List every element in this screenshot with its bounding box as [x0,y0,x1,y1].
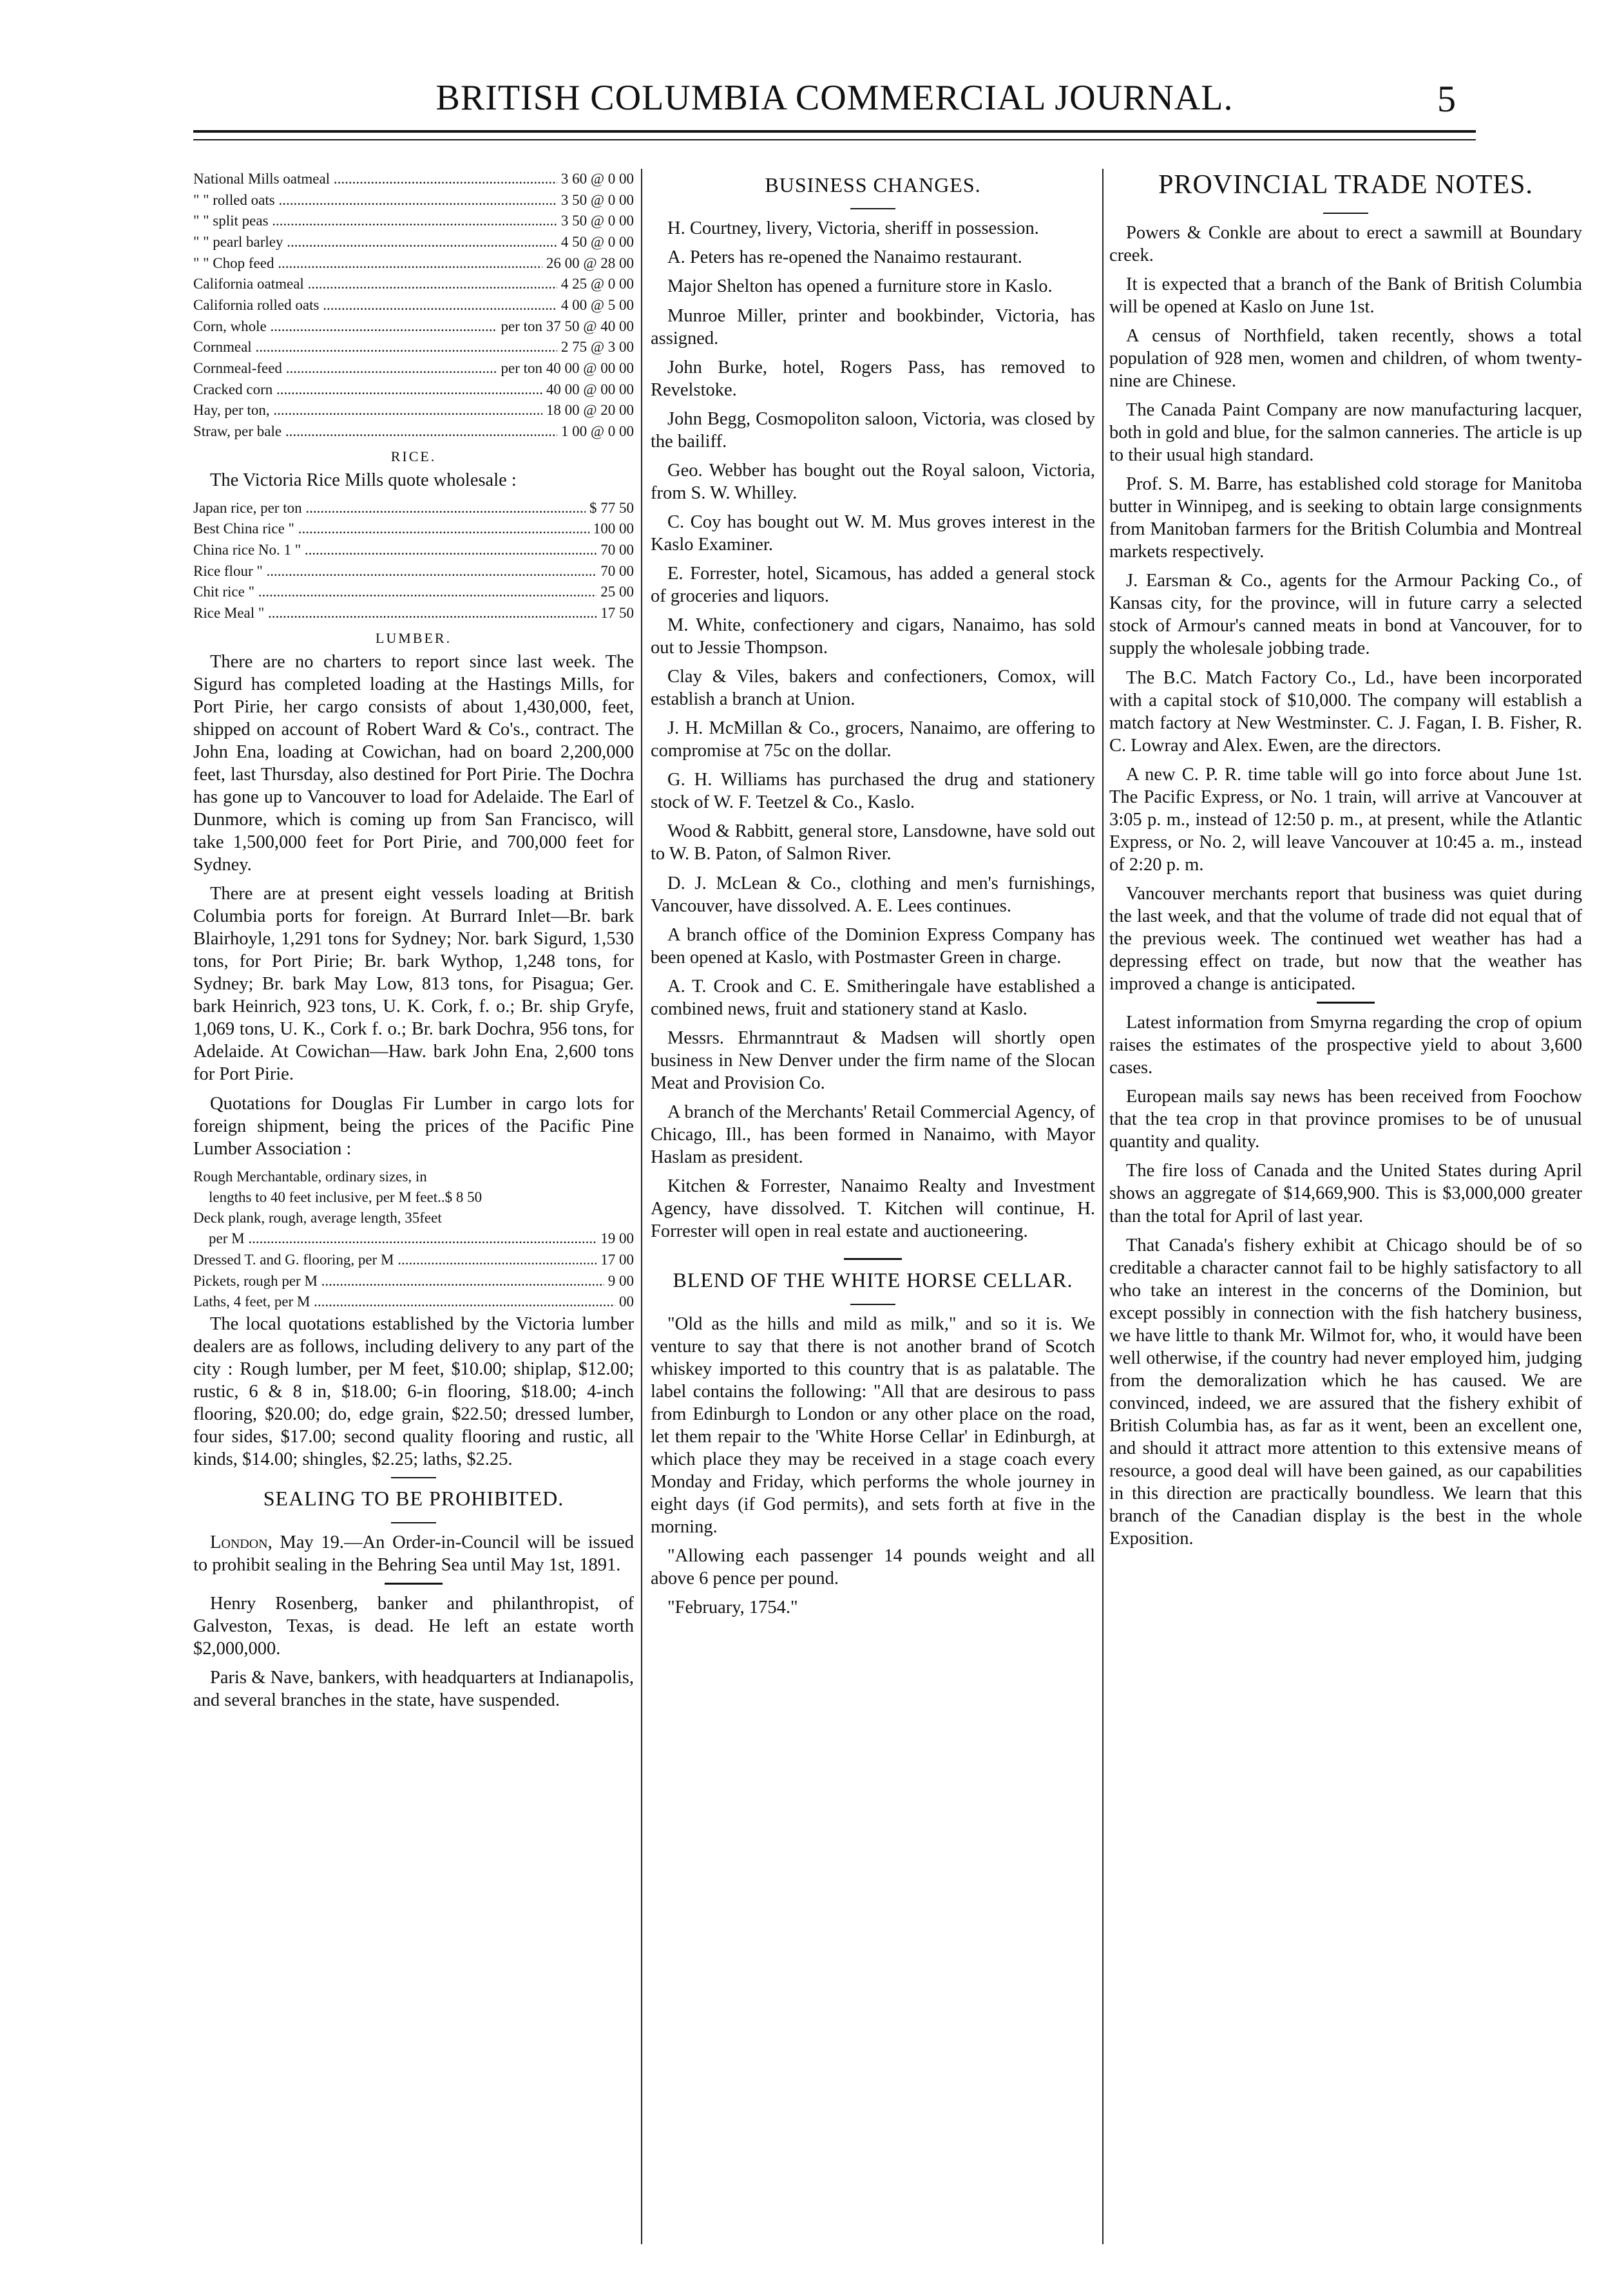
news-item: John Begg, Cosmopoliton saloon, Victoria, was closed by the bailiff. [651,408,1095,452]
price-row: Laths, 4 feet, per M ..... 00 [193,1292,634,1313]
news-item: Clay & Viles, bakers and confectioners, Comox, will establish a branch at Union. [651,667,1095,710]
news-item: Prof. S. M. Barre, has established cold storage for Manitoba butter in Winnipeg, and is seeking to obtain large consignments from Manitoban farmers for the British Columbia and Montreal markets respectively. [1109,474,1582,562]
news-paragraph: Henry Rosenberg, banker and philanthropist, of Galveston, Texas, is dead. He left an estate worth $2,000,000. [193,1593,634,1659]
news-item: Powers & Conkle are about to erect a sawmill at Boundary creek. [1109,222,1582,265]
news-item: M. White, confectionery and cigars, Nanaimo, has sold out to Jessie Thompson. [651,615,1095,658]
price-row: California rolled oats ..... 4 00 @ 5 00 [193,295,634,316]
news-item: Munroe Miller, printer and bookbinder, Victoria, has assigned. [651,305,1095,348]
news-item: A branch office of the Dominion Express Company has been opened at Kaslo, with Postmaster Green in charge. [651,924,1095,968]
news-item: C. Coy has bought out W. M. Mus groves interest in the Kaslo Examiner. [651,511,1095,555]
blend-paragraph: "February, 1754." [667,1598,798,1618]
blend-paragraph: "Allowing each passenger 14 pounds weight and all above 6 pence per pound. [651,1546,1095,1589]
section-separator [391,1522,436,1523]
page-number: 5 [1437,78,1457,120]
blend-heading: BLEND OF THE WHITE HORSE CELLAR. [673,1268,1073,1292]
lumber-line: Deck plank, rough, average length, 35feet [193,1210,442,1226]
lumber-paragraph: Quotations for Douglas Fir Lumber in cargo lots for foreign shipment, being the prices of the Pacific Pine Lumber Association : [193,1093,634,1159]
business-changes-heading: BUSINESS CHANGES. [765,173,981,196]
section-separator [1317,1002,1375,1004]
news-item: The B.C. Match Factory Co., Ld., have been incorporated with a capital stock of $10,000. The company will establish a match factory at New Westminster. C. J. Fagan, I. B. Fisher, R. C. Lowray and Alex. Ewen, are the directors. [1109,667,1582,756]
news-item: It is expected that a branch of the Bank of British Columbia will be opened at Kaslo on June 1st. [1109,274,1582,317]
news-item: J. Earsman & Co., agents for the Armour Packing Co., of Kansas city, for the province, will in future carry a selected stock of Armour's canned meats in bond at Vancouver, for to supply the wholesale jobbing trade. [1109,571,1582,659]
news-item: Latest information from Smyrna regarding the crop of opium raises the estimates of the prospective yield to about 3,600 cases. [1109,1013,1582,1078]
news-item: A branch of the Merchants' Retail Commercial Agency, of Chicago, Ill., has been formed in Nanaimo, with Mayor Haslam as president. [651,1102,1095,1168]
news-item: John Burke, hotel, Rogers Pass, has removed to Revelstoke. [651,357,1095,400]
column-divider [641,169,642,2244]
price-row: Rice flour " ..... 70 00 [193,561,634,582]
price-row: Straw, per bale ..... 1 00 @ 0 00 [193,421,634,443]
price-row: China rice No. 1 " ..... 70 00 [193,540,634,561]
rice-heading: RICE. [390,448,437,464]
header-rule-thin [193,139,1476,140]
dateline: London, [210,1532,272,1552]
price-row: " " split peas ..... 3 50 @ 0 00 [193,211,634,232]
section-separator [1323,213,1368,214]
price-row: Chit rice " ..... 25 00 [193,582,634,603]
news-item: A. Peters has re-opened the Nanaimo restaurant. [667,247,1022,268]
column-2 [651,169,1095,2244]
news-item: J. H. McMillan & Co., grocers, Nanaimo, are offering to compromise at 75c on the dollar. [651,718,1095,761]
price-row: " " Chop feed ..... 26 00 @ 28 00 [193,253,634,274]
news-item: Messrs. Ehrmanntraut & Madsen will shortly open business in New Denver under the firm name of the Slocan Meat and Provision Co. [651,1027,1095,1093]
lumber-paragraph: There are no charters to report since last week. The Sigurd has completed loading at the Hastings Mills, for Port Pirie, her cargo consists of about 1,430,000, feet, shipped on account of Robert Ward & Co's., contract. The John Ena, loading at Cowichan, had on board 2,200,000 feet, last Thursday, also destined for Port Pirie. The Dochra has gone up to Vancouver to load for Adelaide. The Earl of Dunmore, which is coming up from San Francisco, will take 1,500,000 feet for Port Pirie, and 700,000 feet for Sydney. [193,651,634,875]
news-item: Kitchen & Forrester, Nanaimo Realty and Investment Agency, have dissolved. T. Kitchen will continue, H. Forrester will open in real estate and auctioneering. [651,1176,1095,1242]
lumber-line: lengths to 40 feet inclusive, per M feet..$ 8 50 [209,1188,482,1205]
header-rule [193,130,1476,133]
price-row: Pickets, rough per M ..... 9 00 [193,1271,634,1292]
price-row: " " pearl barley ..... 4 50 @ 0 00 [193,232,634,253]
news-item: Wood & Rabbitt, general store, Lansdowne, have sold out to W. B. Paton, of Salmon River. [651,821,1095,864]
price-row: Rice Meal " ..... 17 50 [193,603,634,624]
news-item: European mails say news has been received from Foochow that the tea crop in that province promises to be of unusual quantity and quality. [1109,1087,1582,1152]
section-separator [844,1258,902,1260]
news-item: The fire loss of Canada and the United States during April shows an aggregate of $14,669,900. This is $3,000,000 greater than the total for April of last year. [1109,1161,1582,1226]
news-item: That Canada's fishery exhibit at Chicago should be of so creditable a character cannot fail to be highly satisfactory to all who take an interest in the concerns of the Dominion, but except possibly in connection with the fish hatchery business, we have little to thank Mr. Wilmot for, who, it would have been well otherwise, if the country had never employed him, judging from the demoralization which he has caused. We are convinced, indeed, we are assured that the fishery exhibit of British Columbia has, as far as it went, been an excellent one, and should it attract more attention to this extensive means of resource, a good deal will have been gained, as our capabilities in this direction are practically boundless. We learn that this branch of the Canadian display is the best in the whole Exposition. [1109,1235,1582,1549]
news-item: The Canada Paint Company are now manufacturing lacquer, both in gold and blue, for the salmon canneries. The article is up to their usual high standard. [1109,399,1582,466]
price-row: California oatmeal ..... 4 25 @ 0 00 [193,274,634,295]
section-separator [385,1583,443,1585]
price-row: Dressed T. and G. flooring, per M ..... 17 00 [193,1250,634,1271]
news-item: G. H. Williams has purchased the drug and stationery stock of W. F. Teetzel & Co., Kaslo. [651,770,1095,813]
column-3 [1109,169,1582,2244]
price-row: " " rolled oats ..... 3 50 @ 0 00 [193,190,634,211]
sealing-paragraph: London, May 19.—An Order-in-Council will be issued to prohibit sealing in the Behring Sea until May 1st, 1891. [193,1532,634,1575]
price-row: Cornmeal-feed ..... per ton 40 00 @ 00 00 [193,358,634,379]
rice-intro: The Victoria Rice Mills quote wholesale : [210,470,517,490]
news-item: D. J. McLean & Co., clothing and men's furnishings, Vancouver, have dissolved. A. E. Lees continues. [651,873,1095,916]
news-item: A. T. Crook and C. E. Smitheringale have established a combined news, fruit and stationery stand at Kaslo. [651,976,1095,1019]
section-separator [850,208,895,209]
news-item: Geo. Webber has bought out the Royal saloon, Victoria, from S. W. Whilley. [651,460,1095,503]
column-1 [193,169,634,2244]
blend-paragraph: "Old as the hills and mild as milk," and so it is. We venture to say that there is not another brand of Scotch whiskey imported to this country that is as palatable. The label contains the following: "All that are desirous to pass from Edinburgh to London or any other place on the road, let them repair to the 'White Horse Cellar' in Edinburgh, at which place they may be received in a stage coach every Monday and Friday, which performs the whole journey in eight days (if God permits), and sets forth at five in the morning. [651,1313,1095,1538]
price-row: Corn, whole ..... per ton 37 50 @ 40 00 [193,316,634,338]
journal-title: BRITISH COLUMBIA COMMERCIAL JOURNAL. [435,78,1234,118]
lumber-price-list [193,1228,634,1313]
price-row: Cracked corn ..... 40 00 @ 00 00 [193,379,634,401]
news-item: A census of Northfield, taken recently, shows a total population of 928 men, women and children, of whom twenty-nine are Chinese. [1109,325,1582,391]
sealing-heading: SEALING TO BE PROHIBITED. [263,1487,564,1511]
lumber-line: Rough Merchantable, ordinary sizes, in [193,1168,427,1185]
lumber-list [193,1167,634,1229]
lumber-paragraph: There are at present eight vessels loading at British Columbia ports for foreign. At Burrard Inlet—Br. bark Blairhoyle, 1,291 tons for Sydney; Nor. bark Sigurd, 1,530 tons, for Port Pirie; Br. bark Wythop, 1,248 tons, for Sydney; Br. bark May Low, 813 tons, for Pisagua; Ger. bark Heinrich, 923 tons, U. K. Cork, f. o.; Br. ship Gryfe, 1,069 tons, U. K., Cork f. o.; Br. bark Dochra, 956 tons, for Adelaide. At Cowichan—Haw. bark John Ena, 2,600 tons for Port Pirie. [193,884,634,1085]
news-item: E. Forrester, hotel, Sicamous, has added a general stock of groceries and liquors. [651,563,1095,607]
news-item: Vancouver merchants report that business was quiet during the last week, and that the volume of trade did not equal that of the previous week. The continued wet weather has had a depressing effect on trade, but now that the weather has improved a change is anticipated. [1109,883,1582,995]
lumber-paragraph: The local quotations established by the Victoria lumber dealers are as follows, including delivery to any part of the city : Rough lumber, per M feet, $10.00; shiplap, $12.00; rustic, 6 & 8 in, $18.00; 6-in flooring, $18.00; 4-inch flooring, $20.00; do, edge grain, $22.50; dressed lumber, four sides, $17.00; second quality flooring and rustic, all kinds, $14.00; shingles, $2.25; laths, $2.25. [193,1313,634,1470]
news-item: Major Shelton has opened a furniture store in Kaslo. [667,276,1053,297]
section-separator [850,1304,895,1305]
section-separator [391,1477,436,1478]
price-row: National Mills oatmeal ..... 3 60 @ 0 00 [193,169,634,190]
price-row: Hay, per ton, ..... 18 00 @ 20 00 [193,400,634,421]
lumber-heading: LUMBER. [375,629,452,646]
page-header [193,77,1476,119]
price-list [193,169,634,443]
provincial-trade-notes-heading: PROVINCIAL TRADE NOTES. [1158,170,1533,200]
rice-price-list [193,498,634,624]
price-row: Cornmeal ..... 2 75 @ 3 00 [193,337,634,358]
news-item: A new C. P. R. time table will go into force about June 1st. The Pacific Express, or No. 1 train, will arrive at Vancouver at 3:05 p. m., instead of 12:50 p. m., at present, while the Atlantic Express, or No. 2, will leave Vancouver at 10:45 a. m., instead of 2:20 p. m. [1109,764,1582,875]
news-item: H. Courtney, livery, Victoria, sheriff in possession. [667,218,1039,239]
news-paragraph: Paris & Nave, bankers, with headquarters at Indianapolis, and several branches in the state, have suspended. [193,1667,634,1710]
price-row: Japan rice, per ton ..... $ 77 50 [193,498,634,519]
price-row: Best China rice " ..... 100 00 [193,519,634,540]
price-row: per M ..... 19 00 [193,1228,634,1250]
column-divider [1102,169,1103,2244]
